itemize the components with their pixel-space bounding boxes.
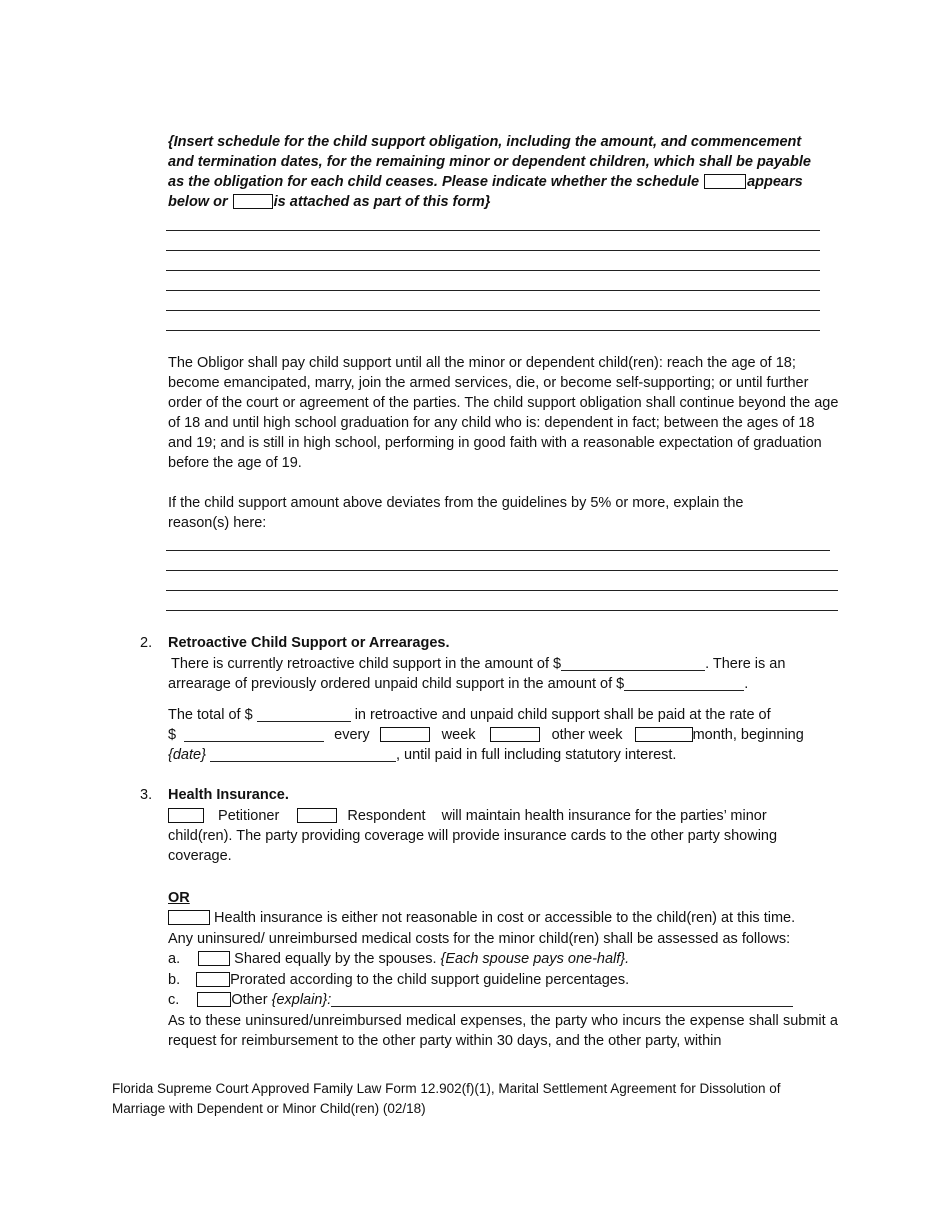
section3-number: 3.: [140, 787, 153, 803]
schedule-instruction-line1: {Insert schedule for the child support obligation, including the amount, and commencement: [168, 134, 802, 150]
schedule-blank-line[interactable]: [166, 310, 820, 311]
schedule-instruction-line2: and termination dates, for the remaining minor or dependent children, which shall be payable: [168, 154, 811, 170]
other-week-label: other week: [551, 727, 623, 743]
uninsured-text: Any uninsured/ unreimbursed medical costs for the minor child(ren) shall be assessed as follows:: [168, 931, 791, 947]
option-b-checkbox[interactable]: [196, 972, 230, 987]
schedule-appears-label: appears: [747, 174, 803, 190]
other-week-checkbox[interactable]: [490, 727, 540, 742]
option-b-letter: b.: [168, 972, 181, 988]
option-a-note: {Each spouse pays one-half}.: [440, 951, 630, 967]
deviation-blank-line[interactable]: [166, 590, 838, 591]
option-c-explain-field[interactable]: [331, 992, 793, 1007]
schedule-blank-line[interactable]: [166, 330, 820, 331]
section2-title: Retroactive Child Support or Arrearages.: [168, 635, 450, 651]
rate-amount-field[interactable]: [184, 727, 324, 742]
option-b-text: Prorated according to the child support guideline percentages.: [230, 972, 630, 988]
total-text: The total of $: [168, 707, 253, 723]
schedule-below-or-label: below or: [168, 194, 228, 210]
deviation-line2: reason(s) here:: [168, 515, 267, 531]
arrearage-text: arrearage of previously ordered unpaid child support in the amount of $: [168, 676, 625, 692]
reimburse-text: As to these uninsured/unreimbursed medical expenses, the party who incurs the expense shall submit a request for reimbursement to the other party within 30 days, and the other party, within: [168, 1013, 838, 1049]
arrearage-line: [168, 674, 748, 694]
option-c-note: {explain}:: [271, 992, 332, 1008]
obligor-paragraph: The Obligor shall pay child support until all the minor or dependent child(ren): reach the age of 18; become emancipated, marry, join the armed services, die, or become self-supporting; or until further order of the court or agreement of the parties. The child support obligation shall continue beyond the age of 18 and until high school graduation for any child who is: dependent in fact; between the ages of 18 and 19; and is still in high school, performing in good faith with a reasonable expectation of graduation before the age of 19.: [168, 355, 839, 471]
deviation-line1: If the child support amount above deviates from the guidelines by 5% or more, explain the: [168, 495, 744, 511]
schedule-appears-checkbox[interactable]: [704, 174, 746, 189]
date-label: {date}: [168, 747, 206, 763]
not-reasonable-checkbox[interactable]: [168, 910, 210, 925]
schedule-blank-line[interactable]: [166, 270, 820, 271]
petitioner-label: Petitioner: [218, 808, 280, 824]
option-a-letter: a.: [168, 951, 181, 967]
option-a: [168, 949, 629, 969]
maintain-text: will maintain health insurance for the parties’ minor: [441, 808, 767, 824]
schedule-instruction-line3: [168, 172, 803, 192]
option-c-checkbox[interactable]: [197, 992, 231, 1007]
begin-date-field[interactable]: [210, 747, 396, 762]
deviation-blank-line[interactable]: [166, 550, 830, 551]
retro-text: There is currently retroactive child support in the amount of $: [171, 656, 562, 672]
option-c-text: Other: [231, 992, 268, 1008]
option-b: [168, 970, 629, 990]
schedule-instruction-text: as the obligation for each child ceases. Please indicate whether the schedule: [168, 174, 700, 190]
arrearage-amount-field[interactable]: [624, 676, 744, 691]
not-reasonable-line: [168, 908, 795, 928]
respondent-label: Respondent: [347, 808, 426, 824]
section3-title: Health Insurance.: [168, 787, 289, 803]
weekly-checkbox[interactable]: [380, 727, 430, 742]
date-line: [168, 745, 676, 765]
rate-line: [168, 725, 838, 745]
not-reasonable-text: Health insurance is either not reasonable in cost or accessible to the child(ren) at this time.: [214, 910, 796, 926]
every-label: every: [334, 727, 370, 743]
schedule-blank-line[interactable]: [166, 230, 820, 231]
until-paid-text: , until paid in full including statutory interest.: [395, 747, 677, 763]
or-label: OR: [168, 890, 190, 906]
total-amount-field[interactable]: [257, 707, 351, 722]
petitioner-checkbox[interactable]: [168, 808, 204, 823]
option-c-letter: c.: [168, 992, 180, 1008]
schedule-attached-checkbox[interactable]: [233, 194, 273, 209]
coverage-text: child(ren). The party providing coverage will provide insurance cards to the other party showing coverage.: [168, 828, 778, 864]
rate-dollar: $: [168, 727, 177, 743]
footer-line2: Marriage with Dependent or Minor Child(ren) (02/18): [112, 1101, 426, 1116]
retro-amount-field[interactable]: [561, 656, 705, 671]
monthly-checkbox[interactable]: [635, 727, 693, 742]
option-c: [168, 990, 793, 1010]
insurance-party-line: [168, 806, 838, 826]
week-label: week: [441, 727, 476, 743]
month-beginning-label: month, beginning: [692, 727, 804, 743]
option-a-text: Shared equally by the spouses.: [234, 951, 437, 967]
there-is-an-text: . There is an: [705, 656, 786, 672]
total-line: [168, 705, 771, 725]
footer-line1: Florida Supreme Court Approved Family Law Form 12.902(f)(1), Marital Settlement Agreement for Dissolution of: [112, 1081, 781, 1096]
schedule-blank-line[interactable]: [166, 250, 820, 251]
option-a-checkbox[interactable]: [198, 951, 230, 966]
schedule-instruction-line4: [168, 192, 490, 212]
arrearage-period: .: [744, 676, 749, 692]
total-text2: in retroactive and unpaid child support shall be paid at the rate of: [354, 707, 771, 723]
schedule-attached-label: is attached as part of this form}: [273, 194, 491, 210]
deviation-blank-line[interactable]: [166, 610, 838, 611]
schedule-blank-line[interactable]: [166, 290, 820, 291]
section2-number: 2.: [140, 635, 153, 651]
deviation-blank-line[interactable]: [166, 570, 838, 571]
respondent-checkbox[interactable]: [297, 808, 337, 823]
retro-line: [171, 654, 785, 674]
